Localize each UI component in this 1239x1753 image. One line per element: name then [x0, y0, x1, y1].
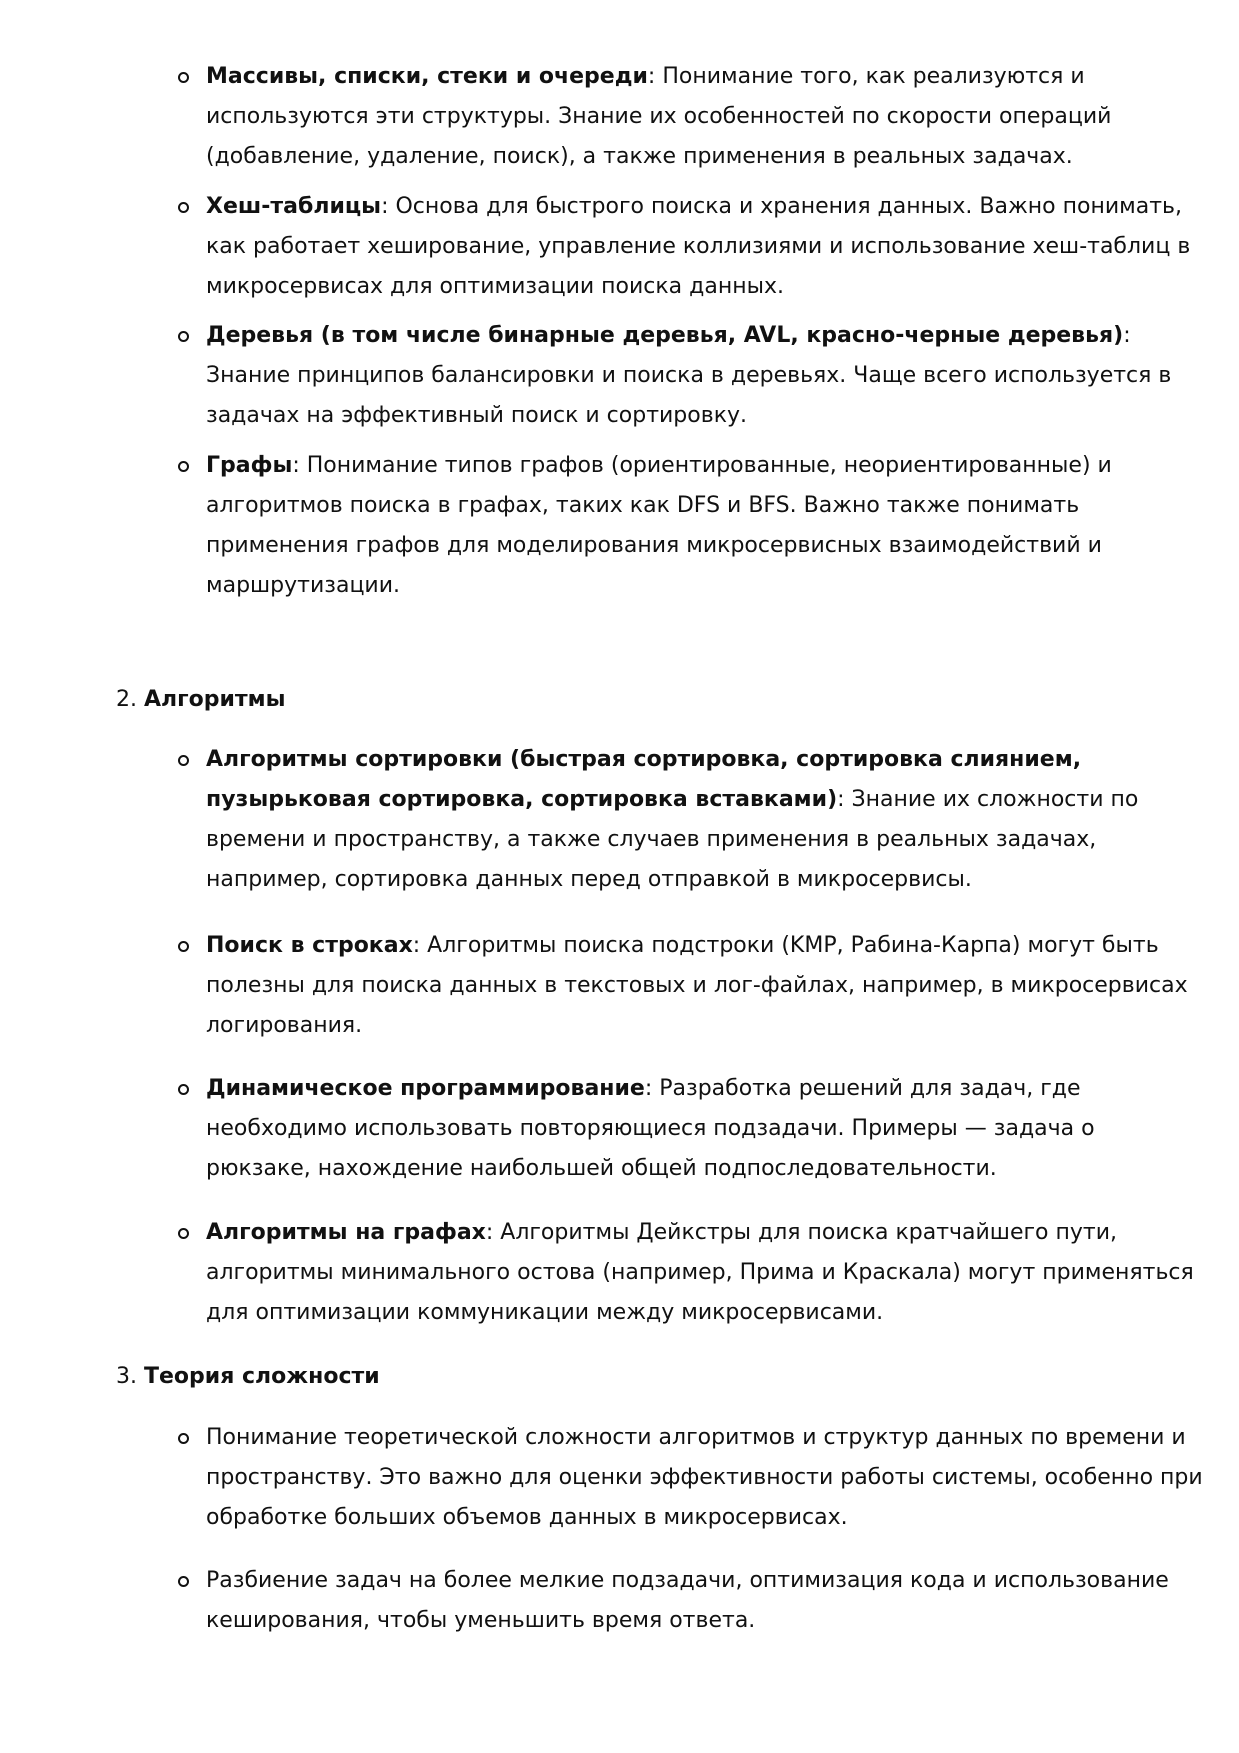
item-term: Массивы, списки, стеки и очереди [206, 64, 648, 89]
list-item [116, 1069, 1206, 1189]
item-text: Разбиение задач на более мелкие подзадачи, оптимизация кода и использование кеширования, чтобы уменьшить время ответа. [206, 1568, 1169, 1633]
section2-list [116, 926, 1188, 1046]
circle-bullet-icon [178, 1576, 189, 1587]
item-desc: : Знание их сложности по времени и пространству, а также случаев применения в реальных задачах, например, сортировка данных перед отправкой в микросервисы. [206, 787, 1139, 892]
section1-list [116, 446, 1156, 606]
item-term: Деревья (в том числе бинарные деревья, AVL, красно-черные деревья) [206, 323, 1124, 348]
item-text: Понимание теоретической сложности алгоритмов и структур данных по времени и пространству. Это важно для оценки эффективности работы системы, особенно при обработке больших объемов данных в микросервисах. [206, 1425, 1203, 1530]
section2-list [116, 1069, 1156, 1189]
list-item [116, 926, 1206, 1046]
item-desc: : Понимание того, как реализуются и используются эти структуры. Знание их особенностей по скорости операций (добавление, удаление, поиск), а также применения в реальных задачах. [206, 64, 1112, 169]
list-item [116, 187, 1206, 307]
section-number: 3. [116, 1364, 137, 1389]
list-item [116, 740, 1206, 900]
item-desc: : Основа для быстрого поиска и хранения данных. Важно понимать, как работает хеширование, управление коллизиями и использование хеш-таблиц в микросервисах для оптимизации поиска данных. [206, 194, 1191, 299]
circle-bullet-icon [178, 941, 189, 952]
section-title: Алгоритмы [144, 687, 286, 712]
item-desc: : Алгоритмы Дейкстры для поиска кратчайшего пути, алгоритмы минимального остова (например, Прима и Краскала) могут применяться для оптимизации коммуникации между микросервисами. [206, 1220, 1194, 1325]
circle-bullet-icon [178, 755, 189, 766]
circle-bullet-icon [178, 72, 189, 83]
item-term: Алгоритмы на графах [206, 1220, 486, 1245]
section3-list [116, 1561, 1169, 1641]
item-desc: : Алгоритмы поиска подстроки (KMP, Рабина-Карпа) могут быть полезны для поиска данных в текстовых и лог-файлах, например, в микросервисах логирования. [206, 933, 1188, 1038]
section1-list [116, 57, 1156, 177]
item-term: Динамическое программирование [206, 1076, 645, 1101]
section-number: 2. [116, 687, 137, 712]
section1-list [116, 316, 1172, 436]
item-term: Графы [206, 453, 293, 478]
item-desc: : Знание принципов балансировки и поиска в деревьях. Чаще всего используется в задачах на эффективный поиск и сортировку. [206, 323, 1172, 428]
list-item [116, 1561, 1206, 1641]
item-desc: : Разработка решений для задач, где необходимо использовать повторяющиеся подзадачи. Примеры — задача о рюкзаке, нахождение наибольшей общей подпоследовательности. [206, 1076, 1095, 1181]
circle-bullet-icon [178, 461, 189, 472]
section2-list [116, 1213, 1194, 1333]
section3-list [116, 1418, 1203, 1538]
list-item [116, 446, 1206, 606]
item-term: Алгоритмы сортировки (быстрая сортировка, сортировка слиянием, пузырьковая сортировка, сортировка вставками) [206, 747, 1082, 812]
item-desc: : Понимание типов графов (ориентированные, неориентированные) и алгоритмов поиска в графах, таких как DFS и BFS. Важно также понимать применения графов для моделирования микросервисных взаимодействий и маршрутизации. [206, 453, 1112, 598]
section1-list [116, 187, 1191, 307]
circle-bullet-icon [178, 1228, 189, 1239]
circle-bullet-icon [178, 202, 189, 213]
list-item [116, 57, 1206, 177]
section-title: Теория сложности [144, 1364, 380, 1389]
section3-heading [116, 1357, 380, 1397]
item-term: Хеш-таблицы [206, 194, 382, 219]
circle-bullet-icon [178, 1433, 189, 1444]
section2-heading [116, 680, 286, 720]
section2-list [116, 740, 1156, 900]
item-term: Поиск в строках [206, 933, 413, 958]
list-item [116, 1213, 1206, 1333]
circle-bullet-icon [178, 331, 189, 342]
list-item [116, 316, 1206, 436]
list-item [116, 1418, 1206, 1538]
circle-bullet-icon [178, 1084, 189, 1095]
